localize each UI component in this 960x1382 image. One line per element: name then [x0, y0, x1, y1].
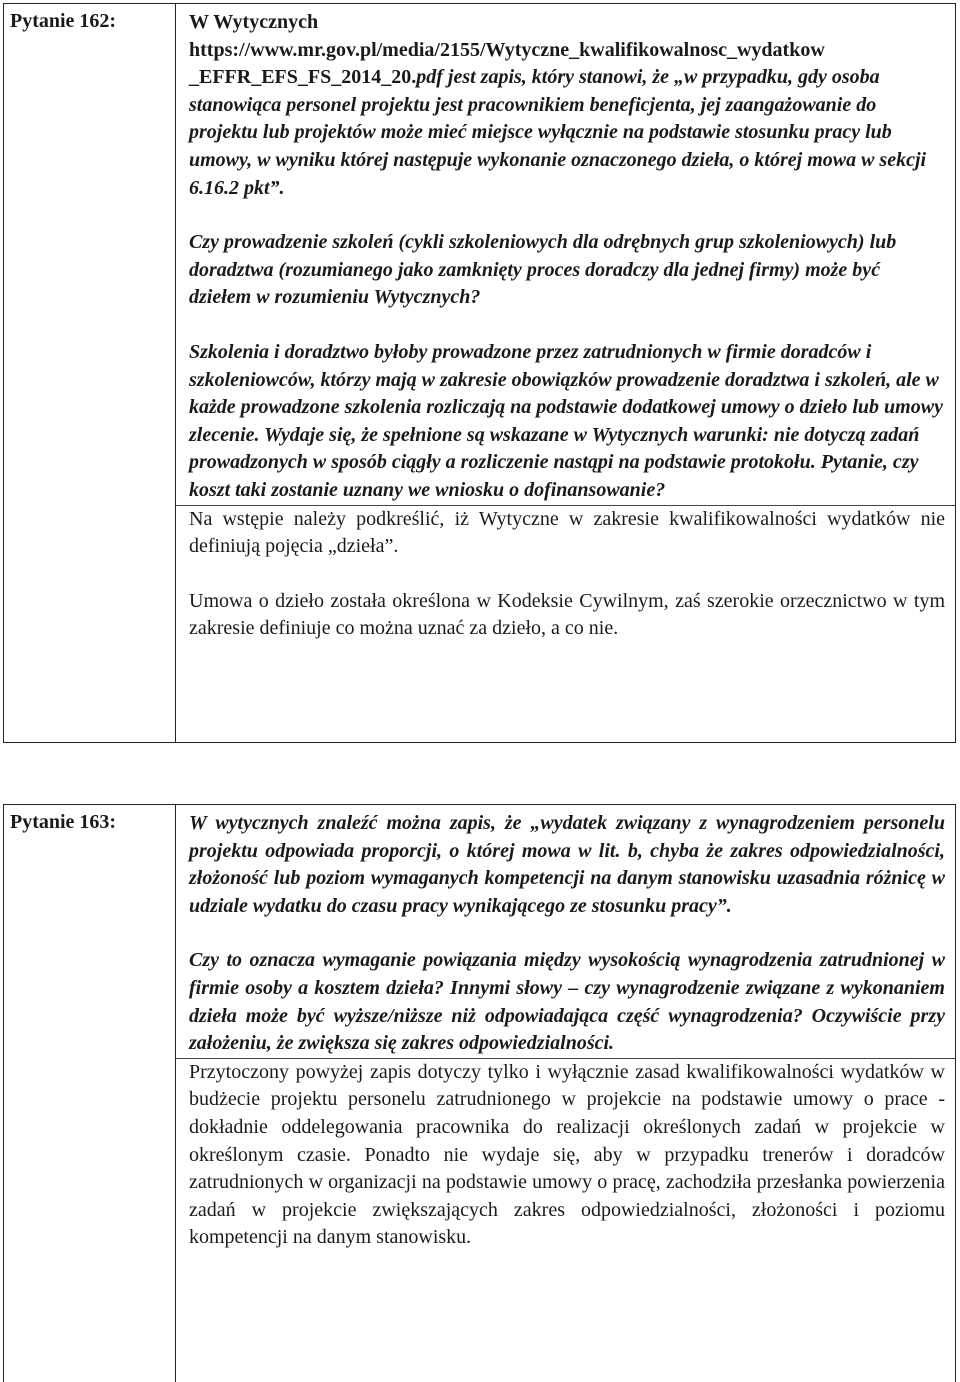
question-162-label: Pytanie 162:: [10, 10, 117, 32]
question-163-row: [3, 804, 956, 1382]
q162-url-tail: _EFFR_EFS_FS_2014_20.: [189, 66, 417, 89]
q162-answer-2: Umowa o dzieło została określona w Kodeksie Cywilnym, zaś szerokie orzecznictwo w tym zakresie definiuje co można uznać za dzieło, a co nie.: [189, 589, 945, 640]
q162-question: Czy prowadzenie szkoleń (cykli szkoleniowych dla odrębnych grup szkoleniowych) lub doradztwa (rozumianego jako zamknięty proces doradczy dla jednej firmy) może być dziełem w rozumieniu Wytycznych?: [189, 231, 897, 309]
q162-quote-paragraph: [189, 64, 945, 202]
q162-quote: pdf jest zapis, który stanowi, że „w przypadku, gdy osoba stanowiąca personel projektu jest pracownikiem beneficjenta, jej zaangażowanie do projektu lub projektów może mieć miejsce wyłącznie na podstawie stosunku pracy lub umowy, w wyniku której następuje wykonanie oznaczonego dzieła, o której mowa w sekcji 6.16.2 pkt”.: [189, 66, 927, 199]
q163-answer: Przytoczony powyżej zapis dotyczy tylko i wyłącznie zasad kwalifikowalności wydatków w budżecie projektu personelu zatrudnionego w projekcie na podstawie umowy o prace - dokładnie oddelegowania pracownika do realizacji określonych zadań w projekcie w określonym czasie. Ponadto nie wydaje się, aby w przypadku trenerów i doradców zatrudnionych w organizacji na podstawie umowy o pracę, zachodziła przesłanka powierzenia zadań w projekcie zwiększających zakres odpowiedzialności, złożoności i poziomu kompetencji na danym stanowisku.: [189, 1060, 945, 1249]
question-163-content-cell: [176, 805, 955, 1382]
q163-question-1: W wytycznych znaleźć można zapis, że „wydatek związany z wynagrodzeniem personelu projektu odpowiada proporcji, o której mowa w lit. b, chyba że zakres odpowiedzialności, złożoność lub poziom wymaganych kompetencji na danym stanowisku uzasadnia różnicę w udziale wydatku do czasu pracy wynikającego ze stosunku pracy”.: [189, 812, 945, 917]
q163-question-2: Czy to oznacza wymaganie powiązania między wysokością wynagrodzenia zatrudnionej w firmie osoby a kosztem dzieła? Innymi słowy – czy wynagrodzenie związane z wykonaniem dzieła może być wyższe/niższe niż odpowiadająca część wynagrodzenia? Oczywiście przy założeniu, że zwiększa się zakres odpowiedzialności.: [189, 949, 945, 1055]
question-163-label-cell: [4, 805, 176, 1382]
q162-answer-block: [176, 505, 955, 643]
q162-intro-line: W Wytycznych: [189, 11, 319, 33]
question-162-row: [3, 3, 956, 743]
q162-context: Szkolenia i doradztwo byłoby prowadzone przez zatrudnionych w firmie doradców i szkoleniowców, którzy mają w zakresie obowiązków prowadzenie doradztwa i szkoleń, ale w każde prowadzone szkolenia rozliczają na podstawie dodatkowej umowy o dzieło lub umowy zlecenie. Wydaje się, że spełnione są wskazane w Wytycznych warunki: nie dotyczą zadań prowadzonych w sposób ciągły a rozliczenie nastąpi na podstawie protokołu. Pytanie, czy koszt taki zostanie uznany we wniosku o dofinansowanie?: [189, 340, 943, 501]
q162-url-line: https://www.mr.gov.pl/media/2155/Wytyczne_kwalifikowalnosc_wydatkow: [189, 38, 825, 61]
question-162-content-cell: [176, 4, 955, 742]
q162-answer-1: Na wstępie należy podkreślić, iż Wytyczne w zakresie kwalifikowalności wydatków nie definiują pojęcia „dzieła”.: [189, 507, 945, 558]
question-162-label-cell: [4, 4, 176, 742]
q163-answer-block: [176, 1058, 955, 1252]
question-163-label: Pytanie 163:: [10, 811, 117, 833]
